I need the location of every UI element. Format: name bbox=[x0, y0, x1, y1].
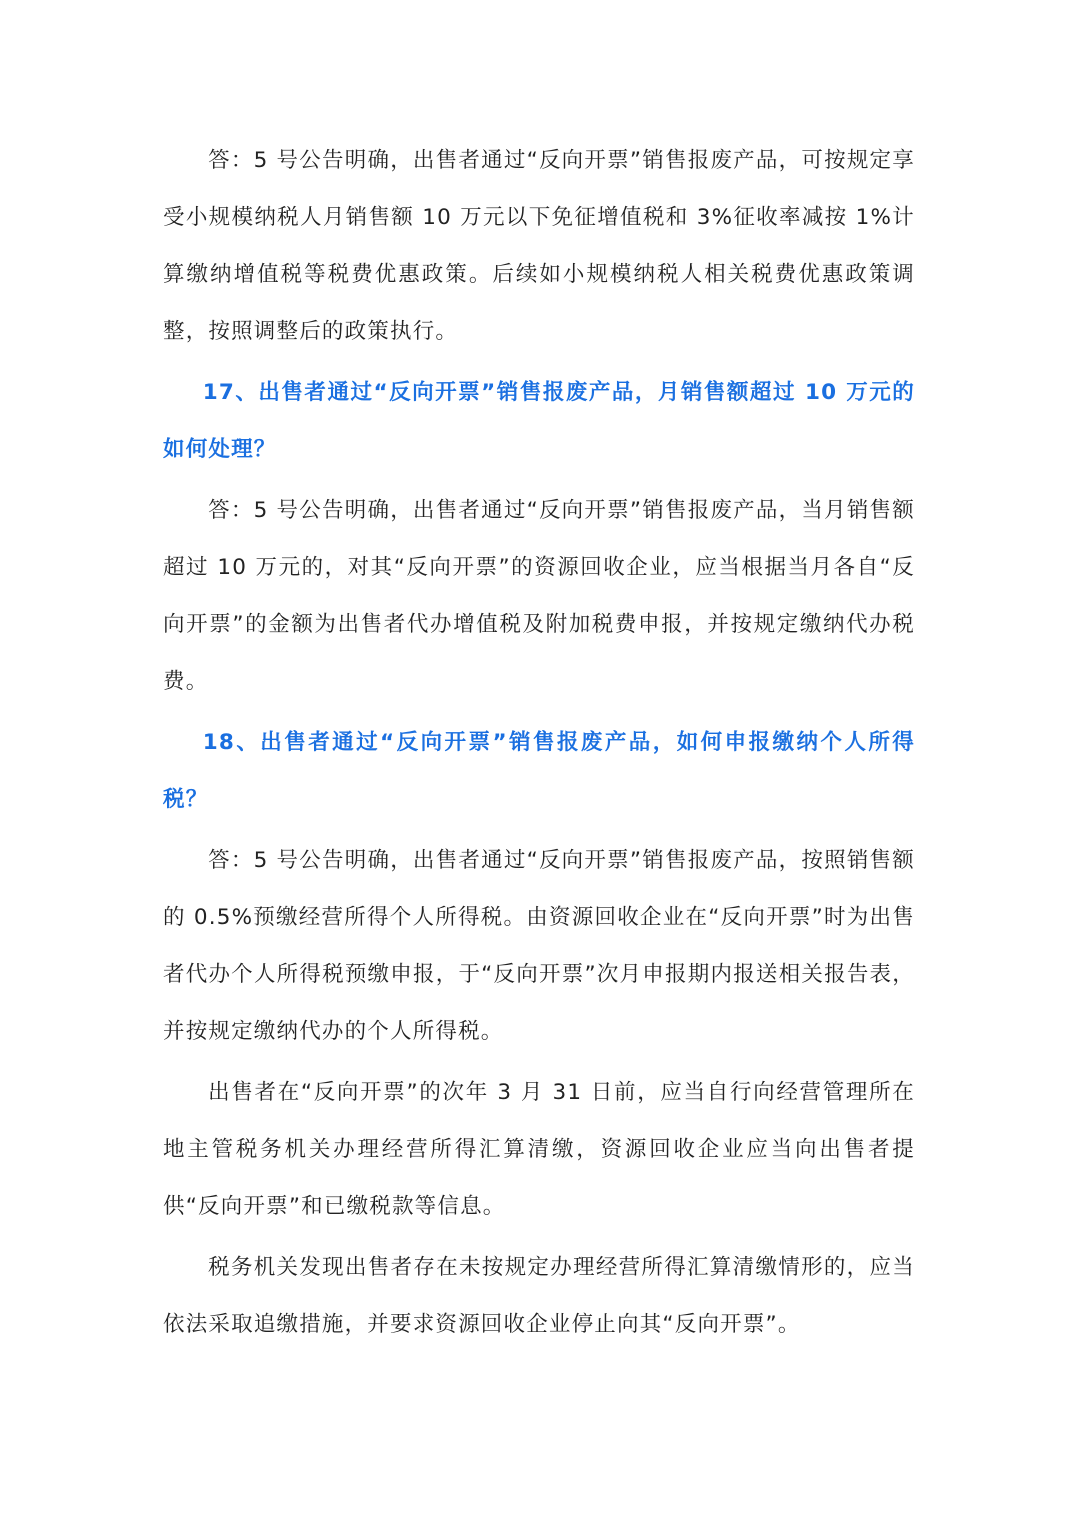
enforcement-paragraph: 税务机关发现出售者存在未按规定办理经营所得汇算清缴情形的，应当依法采取追缴措施，并要求资源回收企业停止向其“反向开票”。 bbox=[163, 1255, 915, 1337]
answer-paragraph-16: 答：5 号公告明确，出售者通过“反向开票”销售报废产品，可按规定享受小规模纳税人月销售额 10 万元以下免征增值税和 3%征收率减按 1%计算缴纳增值税等税费优惠政策。后续如小规模纳税人相关税费优惠政策调整，按照调整后的政策执行。 bbox=[163, 148, 915, 344]
question-18-heading: 18、出售者通过“反向开票”销售报废产品，如何申报缴纳个人所得税？ bbox=[163, 730, 915, 812]
document-page bbox=[163, 132, 915, 1357]
question-17-heading: 17、出售者通过“反向开票”销售报废产品，月销售额超过 10 万元的如何处理？ bbox=[163, 380, 915, 462]
settlement-paragraph: 出售者在“反向开票”的次年 3 月 31 日前，应当自行向经营管理所在地主管税务机关办理经营所得汇算清缴，资源回收企业应当向出售者提供“反向开票”和已缴税款等信息。 bbox=[163, 1080, 915, 1219]
answer-paragraph-18: 答：5 号公告明确，出售者通过“反向开票”销售报废产品，按照销售额的 0.5%预缴经营所得个人所得税。由资源回收企业在“反向开票”时为出售者代办个人所得税预缴申报，于“反向开票”次月申报期内报送相关报告表，并按规定缴纳代办的个人所得税。 bbox=[163, 848, 915, 1044]
answer-paragraph-17: 答：5 号公告明确，出售者通过“反向开票”销售报废产品，当月销售额超过 10 万元的，对其“反向开票”的资源回收企业，应当根据当月各自“反向开票”的金额为出售者代办增值税及附加税费申报，并按规定缴纳代办税费。 bbox=[163, 498, 915, 694]
